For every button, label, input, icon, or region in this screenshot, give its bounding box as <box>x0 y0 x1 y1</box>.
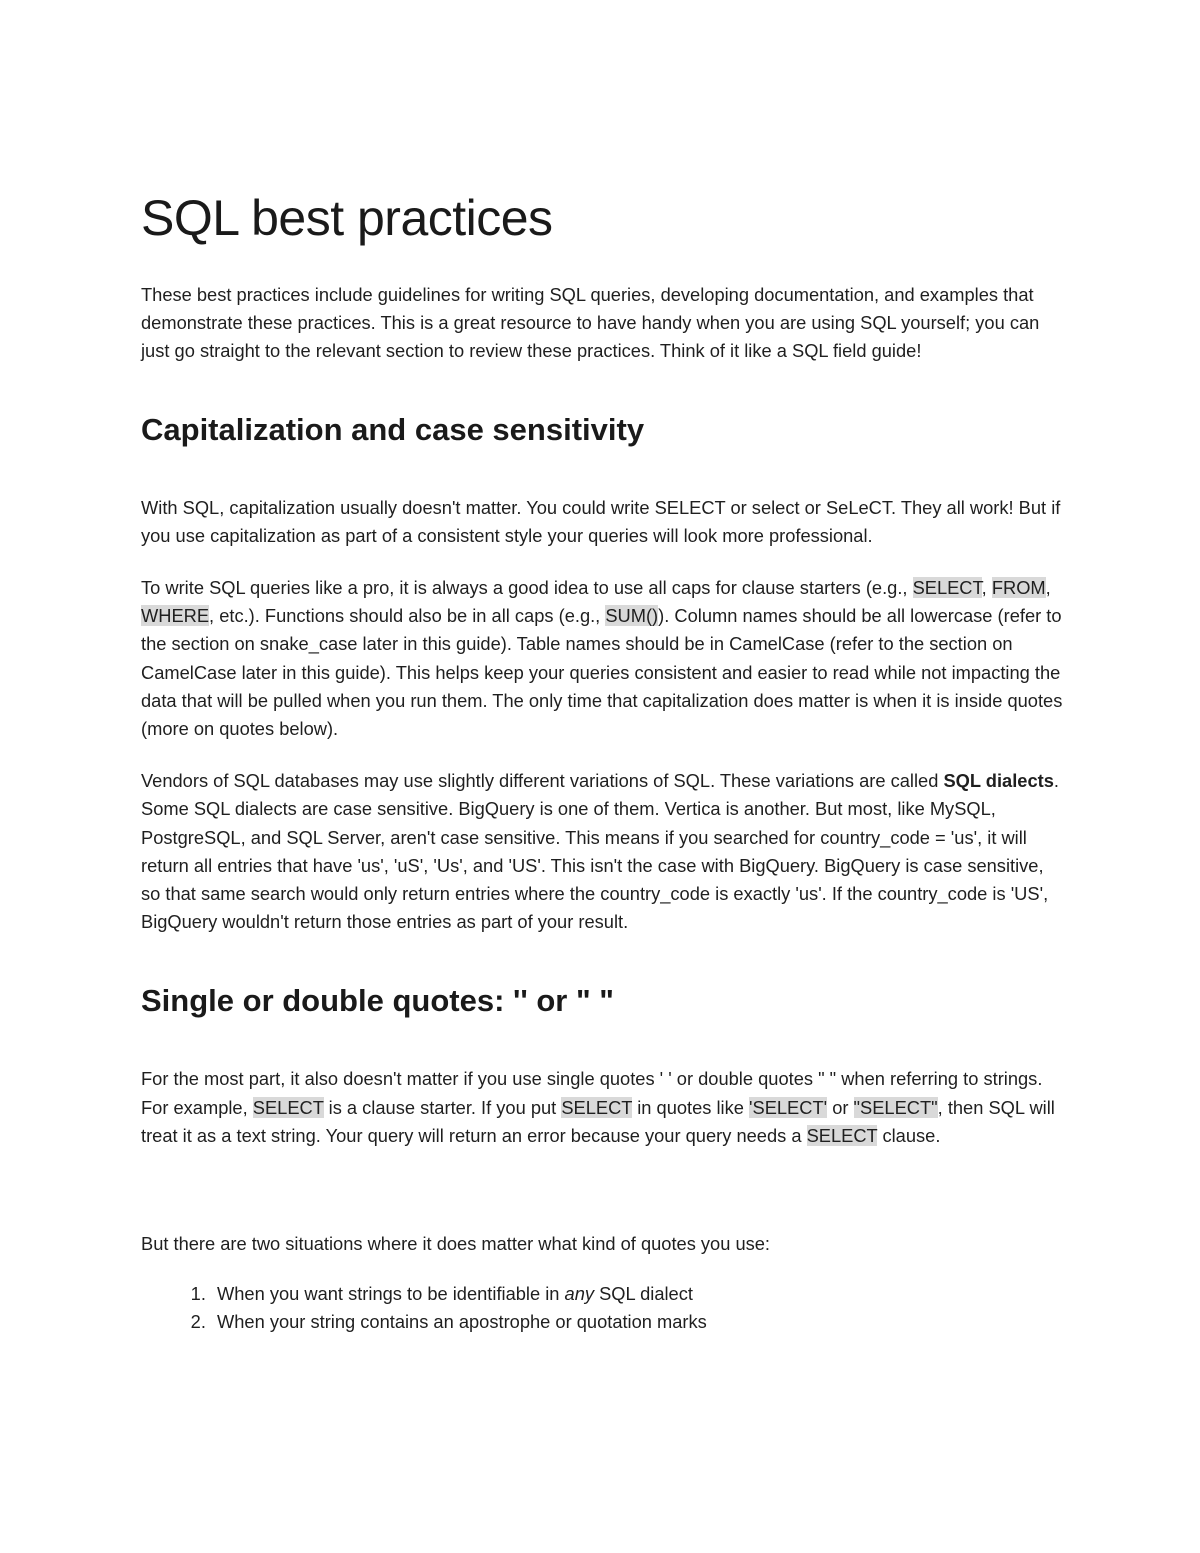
code-highlight: SUM() <box>605 605 659 627</box>
capitalization-paragraph-3 <box>141 767 1066 936</box>
text-run: Vendors of SQL databases may use slightly different variations of SQL. These variations are called <box>141 770 944 792</box>
quotes-paragraph-1 <box>141 1065 1066 1150</box>
text-run: , etc.). Functions should also be in all caps (e.g., <box>209 605 606 627</box>
numbered-list <box>141 1280 1066 1336</box>
section-heading-capitalization: Capitalization and case sensitivity <box>141 411 645 447</box>
capitalization-paragraph-2 <box>141 574 1066 743</box>
code-highlight: SELECT <box>912 577 982 599</box>
bold-term: SQL dialects <box>943 770 1054 792</box>
text-run: in quotes like <box>632 1096 750 1118</box>
capitalization-paragraph-1: With SQL, capitalization usually doesn't matter. You could write SELECT or select or SeLeCT. They all work! But if you use capitalization as part of a consistent style your queries will look more professional. <box>141 496 1061 546</box>
text-run: When you want strings to be identifiable in <box>217 1283 565 1305</box>
quotes-paragraph-2: But there are two situations where it does matter what kind of quotes you use: <box>141 1233 771 1255</box>
intro-paragraph: These best practices include guidelines for writing SQL queries, developing documentation, and examples that demonstrate these practices. This is a great resource to have handy when you are using SQL yourself; you can just go straight to the relevant section to review these practices. Think of it like a SQL field guide! <box>141 284 1040 362</box>
text-run: is a clause starter. If you put <box>323 1096 562 1118</box>
list-item: 2. When your string contains an apostrophe or quotation marks <box>211 1308 1066 1336</box>
code-highlight: SELECT <box>806 1124 878 1146</box>
section-heading-quotes: Single or double quotes: '' or " " <box>141 983 614 1019</box>
code-highlight: SELECT <box>561 1096 633 1118</box>
text-run: SQL dialect <box>594 1283 693 1305</box>
page-title: SQL best practices <box>141 190 553 246</box>
text-run: clause. <box>877 1124 941 1146</box>
text-run: . Some SQL dialects are case sensitive. BigQuery is one of them. Vertica is another. But most, like MySQL, PostgreSQL, and SQL Server, aren't case sensitive. This means if you searched for country_code = 'us', it will return all entries that have 'us', 'uS', 'Us', and 'US'. This isn't the case with BigQuery. BigQuery is case sensitive, so that same search would only return entries where the country_code is exactly 'us'. If the country_code is 'US', BigQuery wouldn't return those entries as part of your result. <box>141 770 1059 933</box>
text-run: For the most part, it also doesn't matter if you use single quotes ' ' or double quotes " " when referring to strings. For example, <box>141 1068 1043 1118</box>
list-item <box>211 1280 1066 1308</box>
text-run: ). Column names should be all lowercase (refer to the section on snake_case later in this guide). Table names should be in CamelCase (refer to the section on CamelCase later in this guide). This helps keep your queries consistent and easier to read while not impacting the data that will be pulled when you run them. The only time that capitalization does matter is when it is inside quotes (more on quotes below). <box>141 605 1063 740</box>
document-content <box>141 188 1066 1337</box>
text-run: or <box>827 1096 854 1118</box>
code-highlight: SELECT <box>252 1096 324 1118</box>
text-run: To write SQL queries like a pro, it is always a good idea to use all caps for clause starters (e.g., <box>141 577 913 599</box>
code-highlight: WHERE <box>141 605 210 627</box>
text-run: , <box>1045 577 1051 599</box>
code-highlight: 'SELECT' <box>749 1096 828 1118</box>
text-run: , then SQL will treat it as a text string. Your query will return an error because your query needs a <box>141 1096 1055 1146</box>
code-highlight: FROM <box>991 577 1046 599</box>
text-run: , <box>981 577 992 599</box>
emphasis-text: any <box>564 1283 595 1305</box>
code-highlight: "SELECT" <box>853 1096 938 1118</box>
